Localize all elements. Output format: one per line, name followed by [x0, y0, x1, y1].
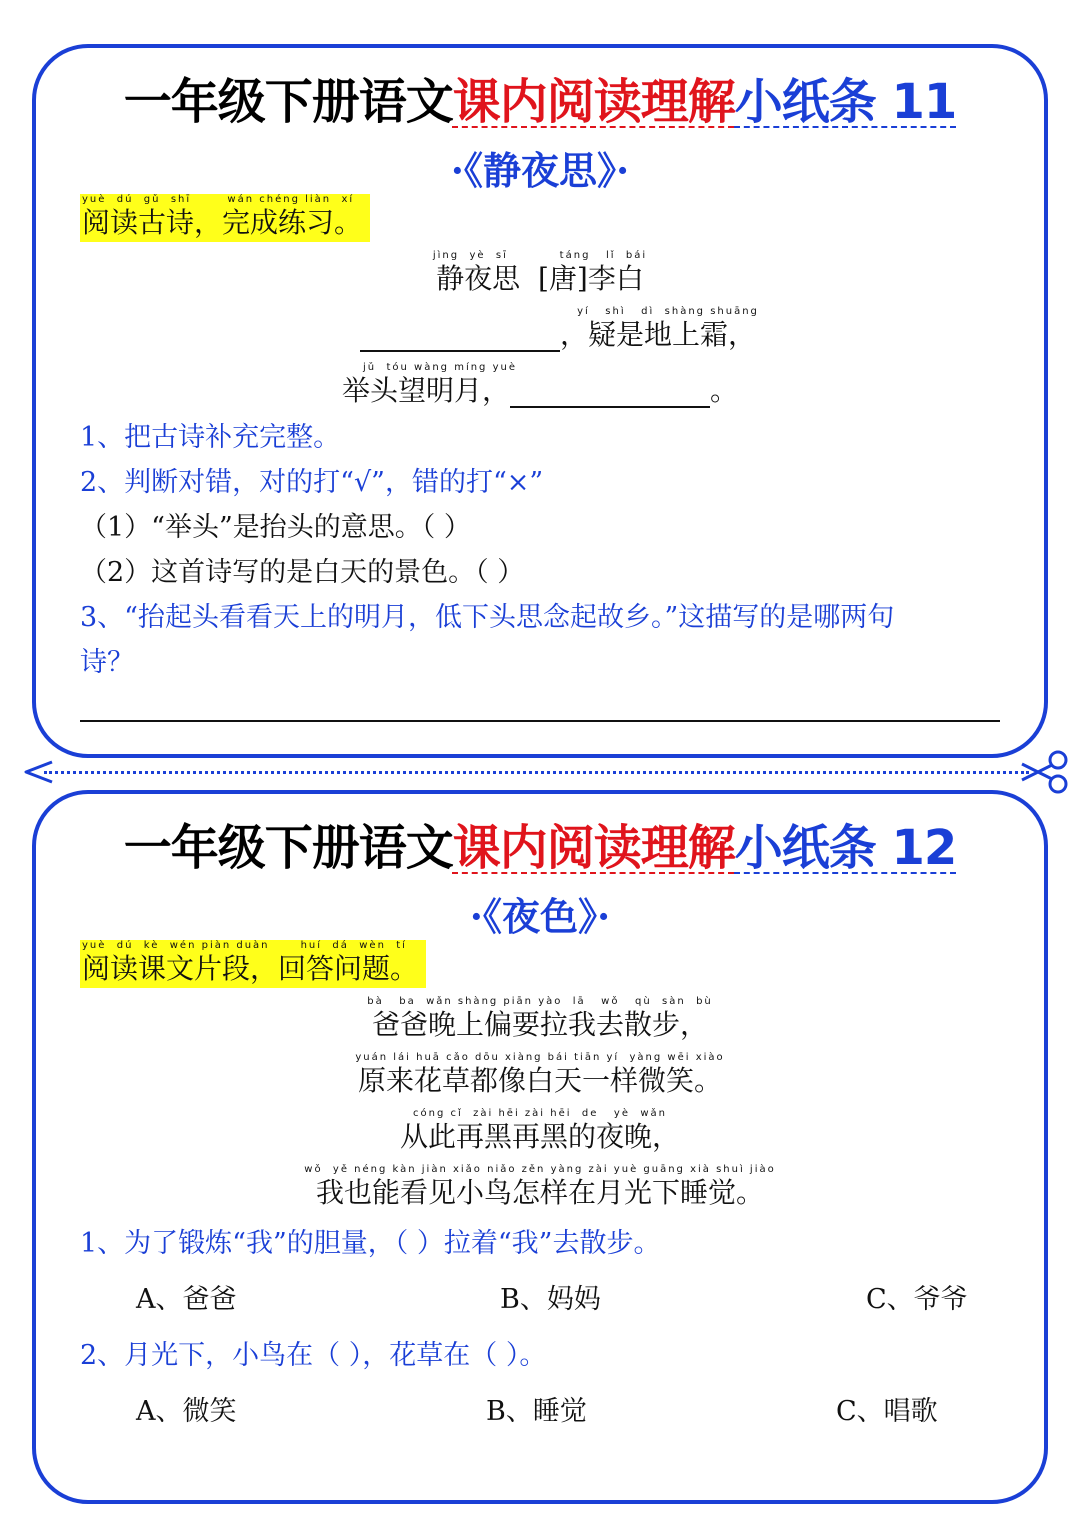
poem-text: 举头望明月， — [341, 374, 510, 407]
text-line — [36, 996, 1044, 1042]
text-line — [36, 1164, 1044, 1210]
instruction-highlight — [80, 940, 426, 988]
instruction-text: 阅读古诗，完成练习。 — [82, 206, 363, 239]
text-content: 从此再黑再黑的夜晚， — [399, 1120, 680, 1153]
text-subtitle: ·《夜色》· — [469, 894, 611, 939]
scissors-icon — [1018, 750, 1070, 794]
option-c[interactable]: C、爷爷 — [866, 1284, 968, 1315]
title-part-grade: 一年级下册语文 — [123, 74, 453, 130]
poem-line — [36, 250, 1044, 296]
text-pinyin: wǒ yě néng kàn jiàn xiǎo niǎo zěn yàng zài yuè guāng xià shuì jiào — [304, 1164, 776, 1175]
poem-text: 。 — [710, 374, 739, 407]
answer-line[interactable] — [80, 720, 1000, 722]
question-2-item-2: （2）这首诗写的是白天的景色。（ ） — [80, 557, 525, 588]
title-part-slip: 小纸条 11 — [734, 74, 957, 130]
option-c[interactable]: C、唱歌 — [836, 1396, 938, 1427]
instruction-pinyin: yuè dú gǔ shī wán chéng liàn xí — [82, 194, 355, 205]
question-2-item-1: （1）“举头”是抬头的意思。（ ） — [80, 512, 471, 543]
fill-blank[interactable] — [360, 322, 560, 352]
poem-pinyin: jìng yè sī táng lǐ bái — [432, 250, 648, 261]
text-content: 爸爸晚上偏要拉我去散步， — [371, 1008, 708, 1041]
title-part-reading: 课内阅读理解 — [452, 820, 735, 876]
option-a[interactable]: A、微笑 — [136, 1396, 237, 1427]
option-a[interactable]: A、爸爸 — [136, 1284, 237, 1315]
title-part-grade: 一年级下册语文 — [123, 820, 453, 876]
text-line — [36, 1108, 1044, 1154]
instruction-pinyin: yuè dú kè wén piàn duàn huí dá wèn tí — [82, 940, 407, 951]
text-content: 我也能看见小鸟怎样在月光下睡觉。 — [315, 1176, 764, 1209]
worksheet-card-11 — [32, 44, 1048, 758]
poem-line — [36, 306, 1044, 352]
question-1: 1、把古诗补充完整。 — [80, 422, 341, 453]
instruction-highlight — [80, 194, 370, 242]
option-b[interactable]: B、睡觉 — [486, 1396, 587, 1427]
question-3-cont: 诗？ — [80, 647, 134, 678]
question-2: 2、月光下，小鸟在（ ），花草在（ ）。 — [80, 1340, 547, 1371]
text-content: 原来花草都像白天一样微笑。 — [357, 1064, 722, 1097]
poem-text: ，疑是地上霜， — [559, 318, 756, 351]
text-pinyin: yuán lái huā cǎo dōu xiàng bái tiān yí yàng wēi xiào — [355, 1052, 725, 1063]
text-pinyin: cóng cǐ zài hēi zài hēi de yè wǎn — [413, 1108, 667, 1119]
fill-blank[interactable] — [510, 378, 710, 408]
question-3: 3、“抬起头看看天上的明月，低下头思念起故乡。”这描写的是哪两句 — [80, 602, 895, 633]
text-line — [36, 1052, 1044, 1098]
title-part-reading: 课内阅读理解 — [452, 74, 735, 130]
option-b[interactable]: B、妈妈 — [500, 1284, 601, 1315]
question-1: 1、为了锻炼“我”的胆量，（ ）拉着“我”去散步。 — [80, 1228, 661, 1259]
arrow-left-icon — [22, 758, 54, 786]
question-2: 2、判断对错，对的打“√”，错的打“×” — [80, 467, 544, 498]
cut-line — [44, 771, 1029, 774]
title-part-slip: 小纸条 12 — [734, 820, 957, 876]
worksheet-card-12 — [32, 790, 1048, 1504]
instruction-text: 阅读课文片段，回答问题。 — [82, 952, 419, 985]
poem-pinyin: yí shì dì shàng shuāng — [577, 306, 759, 317]
text-pinyin: bà ba wǎn shàng piān yào lā wǒ qù sàn bù — [367, 996, 713, 1007]
card-title — [36, 72, 1044, 132]
card-title — [36, 818, 1044, 878]
poem-text: 静夜思 [唐]李白 — [436, 262, 644, 295]
poem-subtitle: ·《静夜思》· — [450, 148, 630, 193]
poem-line — [36, 362, 1044, 408]
poem-pinyin: jǔ tóu wàng míng yuè — [363, 362, 517, 373]
